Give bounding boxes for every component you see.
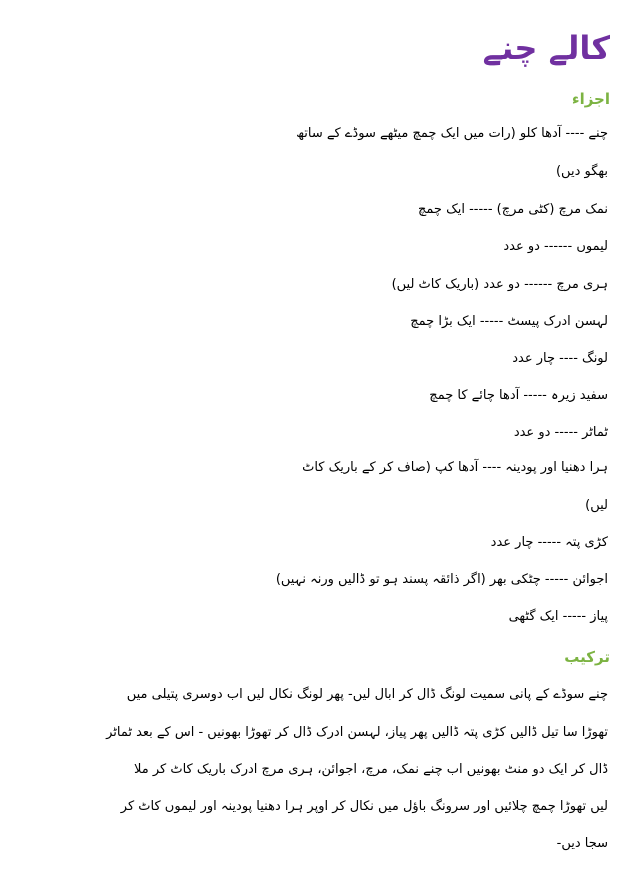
ingredient-line: لیموں ------ دو عدد	[503, 239, 608, 254]
ingredients-heading: اجزاء	[571, 90, 610, 108]
ingredient-line: اجوائن ----- چٹکی بھر (اگر ذائقہ پسند ہو تو ڈالیں ورنہ نہیں)	[275, 572, 608, 587]
method-line: چنے سوڈے کے پانی سمیت لونگ ڈال کر ابال لیں- پھر لونگ نکال لیں اب دوسری پتیلی میں	[126, 687, 608, 702]
ingredient-line: لیں)	[585, 498, 608, 513]
recipe-title: کالے چنے	[482, 29, 610, 67]
ingredient-line: نمک مرچ (کٹی مرچ) ----- ایک چمچ	[418, 202, 608, 217]
ingredient-line: بھگو دیں)	[555, 164, 608, 179]
ingredient-line: چنے ---- آدھا کلو (رات میں ایک چمچ میٹھے سوڈے کے ساتھ	[296, 126, 608, 141]
ingredient-line: ہرا دھنیا اور پودینہ ---- آدھا کپ (صاف کر کے باریک کاٹ	[302, 460, 608, 475]
ingredient-line: کڑی پتہ ----- چار عدد	[490, 535, 608, 550]
ingredient-line: لہسن ادرک پیسٹ ----- ایک بڑا چمچ	[410, 314, 608, 329]
method-line: تھوڑا سا تیل ڈالیں کڑی پتہ ڈالیں پھر پیاز، لہسن ادرک ڈال کر تھوڑا بھونیں - اس کے بعد ٹماٹر	[106, 725, 608, 740]
method-heading: ترکیب	[564, 648, 610, 666]
ingredient-line: پیاز ----- ایک گٹھی	[508, 609, 608, 624]
method-line: لیں تھوڑا چمچ چلائیں اور سرونگ باؤل میں نکال کر اوپر ہرا دھنیا پودینہ اور لیموں کاٹ کر	[120, 799, 608, 814]
ingredient-line: سفید زیرہ ----- آدھا چائے کا چمچ	[429, 388, 608, 403]
method-line: سجا دیں-	[556, 836, 608, 851]
method-line: ڈال کر ایک دو منٹ بھونیں اب چنے نمک، مرچ، اجوائن، ہری مرچ ادرک باریک کاٹ کر ملا	[134, 762, 608, 777]
ingredient-line: ٹماٹر ----- دو عدد	[513, 425, 608, 440]
ingredient-line: ہری مرچ ------ دو عدد (باریک کاٹ لیں)	[391, 277, 608, 292]
ingredient-line: لونگ ---- چار عدد	[512, 351, 608, 366]
